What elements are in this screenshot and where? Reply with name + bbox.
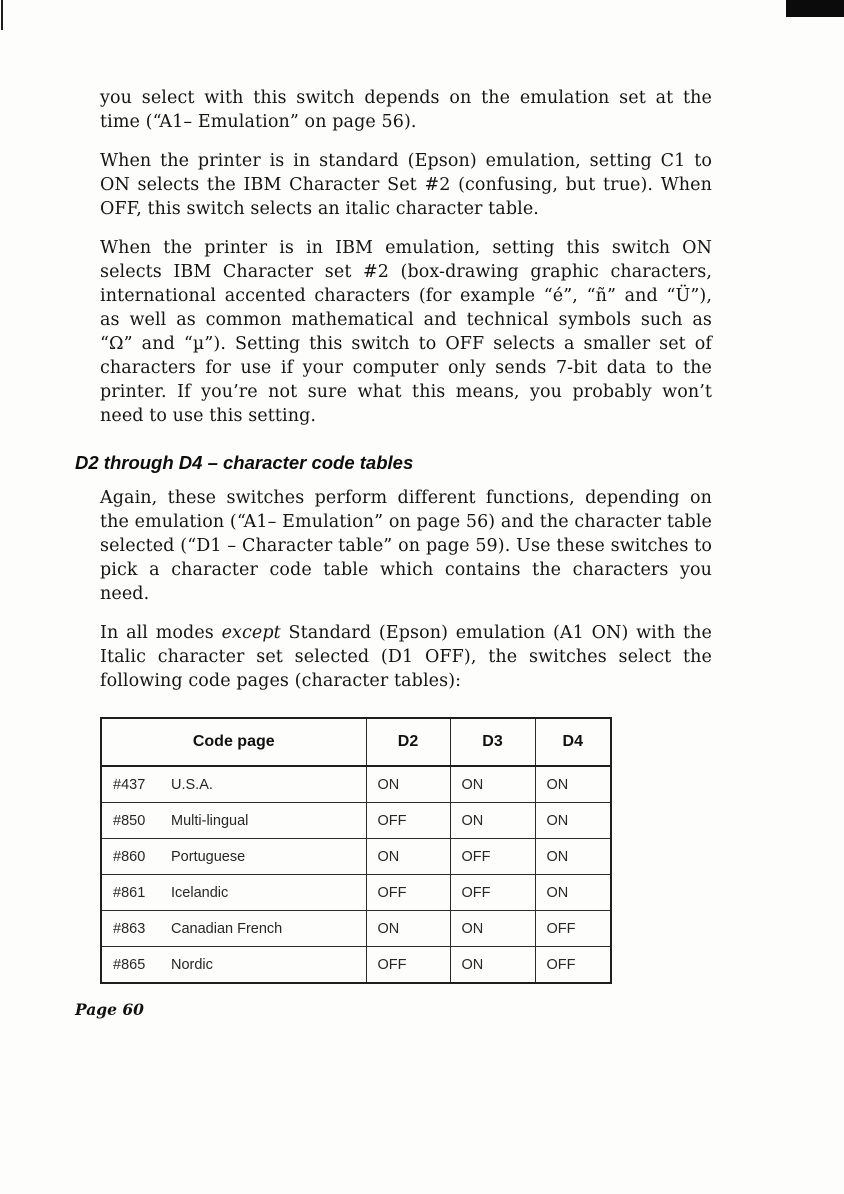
code-number: #863 [113, 920, 146, 937]
section-heading: D2 through D4 – character code tables [75, 452, 414, 473]
column-header-d2: D2 [366, 718, 450, 766]
scan-artifact-corner-bar [786, 0, 844, 17]
d4-value-cell: ON [535, 803, 611, 839]
code-number: #850 [113, 812, 146, 829]
d3-value-cell: ON [450, 803, 535, 839]
d4-value-cell: ON [535, 766, 611, 803]
table-row [101, 875, 611, 911]
d2-value-cell: OFF [366, 875, 450, 911]
code-page-table [100, 717, 612, 984]
code-page-cell [101, 839, 366, 875]
table-row [101, 766, 611, 803]
table-header-row [101, 718, 611, 766]
table-row [101, 803, 611, 839]
d2-value-cell: ON [366, 766, 450, 803]
paragraph-text: Standard (Epson) emulation (A1 ON) with the Italic character set selected (D1 OFF), the switches select the following code pages (character tables): [100, 623, 712, 691]
code-number: #865 [113, 956, 146, 973]
code-name: Multi-lingual [171, 812, 249, 829]
d3-value-cell: OFF [450, 839, 535, 875]
table-header [101, 718, 611, 766]
code-name: U.S.A. [171, 776, 213, 793]
code-page-cell [101, 766, 366, 803]
scan-artifact-edge-mark [1, 0, 3, 30]
page-number: Page 60 [75, 1000, 144, 1019]
code-number: #437 [113, 776, 146, 793]
code-name: Icelandic [171, 884, 229, 901]
code-number: #860 [113, 848, 146, 865]
code-page-cell [101, 911, 366, 947]
code-name: Nordic [171, 956, 213, 973]
emphasized-word: except [221, 623, 281, 643]
table-row [101, 839, 611, 875]
code-page-cell [101, 803, 366, 839]
page-content [75, 86, 712, 1019]
d3-value-cell: ON [450, 947, 535, 984]
paragraph-with-emphasis [100, 621, 712, 693]
column-header-d4: D4 [535, 718, 611, 766]
code-name: Canadian French [171, 920, 283, 937]
d4-value-cell: ON [535, 875, 611, 911]
column-header-code-page: Code page [101, 718, 366, 766]
code-number: #861 [113, 884, 146, 901]
d4-value-cell: OFF [535, 947, 611, 984]
paragraph: you select with this switch depends on the emulation set at the time (“A1– Emulation” on page 56). [100, 88, 712, 132]
code-name: Portuguese [171, 848, 246, 865]
d2-value-cell: ON [366, 839, 450, 875]
paragraph: Again, these switches perform different functions, depending on the emulation (“A1– Emulation” on page 56) and the character table selected (“D1 – Character table” on page 59). Use these switches to pick a character code table which contains the characters you need. [100, 488, 712, 604]
d3-value-cell: ON [450, 766, 535, 803]
d4-value-cell: ON [535, 839, 611, 875]
paragraph-text: In all modes [100, 623, 222, 643]
d3-value-cell: ON [450, 911, 535, 947]
d3-value-cell: OFF [450, 875, 535, 911]
table-row [101, 947, 611, 984]
table-row [101, 911, 611, 947]
table-body [101, 766, 611, 983]
d2-value-cell: ON [366, 911, 450, 947]
paragraph: When the printer is in IBM emulation, setting this switch ON selects IBM Character set #2 (box-drawing graphic characters, international accented characters (for example “é”, “ñ” and “Ü”), as well as common mathematical and technical symbols such as “Ω” and “µ”). Setting this switch to OFF selects a smaller set of characters for use if your computer only sends 7-bit data to the printer. If you’re not sure what this means, you probably won’t need to use this setting. [100, 238, 712, 426]
d2-value-cell: OFF [366, 803, 450, 839]
column-header-d3: D3 [450, 718, 535, 766]
d4-value-cell: OFF [535, 911, 611, 947]
code-page-cell [101, 875, 366, 911]
d2-value-cell: OFF [366, 947, 450, 984]
paragraph: When the printer is in standard (Epson) emulation, setting C1 to ON selects the IBM Character Set #2 (confusing, but true). When OFF, this switch selects an italic character table. [100, 151, 712, 219]
code-page-cell [101, 947, 366, 984]
